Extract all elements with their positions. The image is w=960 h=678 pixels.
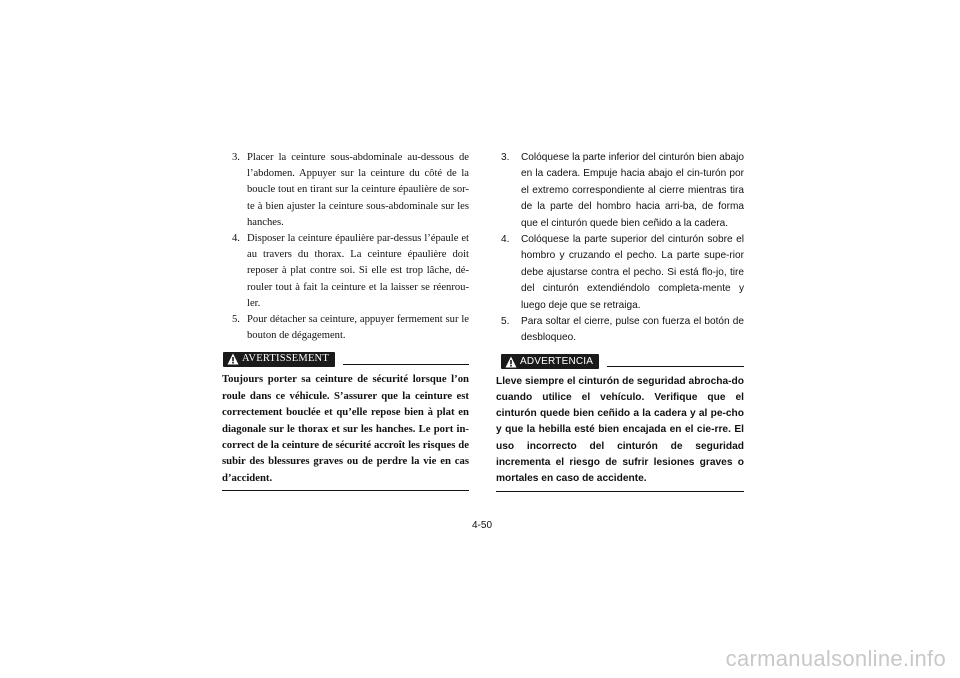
item-text: Colóquese la parte inferior del cinturón bien abajo en la cadera. Empuje hacia abajo el cin-turón por el extremo correspondiente al cierre mientras tira de la parte del hombro hacia arri-ba, de forma que el cinturón quede bien ceñido a la cadera. xyxy=(521,152,744,229)
watermark: carmanualsonline.info xyxy=(725,646,946,671)
item-number: 3. xyxy=(232,152,240,163)
warning-header xyxy=(222,350,469,368)
item-text: Colóquese la parte superior del cinturón sobre el hombro y cruzando el pecho. La parte supe-rior debe ajustarse contra el pecho. Si está flo-jo, tire del cinturón extendiéndolo completa-mente y luego deje que se retraiga. xyxy=(521,234,744,311)
list-item xyxy=(222,231,469,312)
list-item xyxy=(222,312,469,344)
item-text: Placer la ceinture sous-abdominale au-dessous de l’abdomen. Appuyer sur la ceinture du côté de la boucle tout en tirant sur la ceinture épaulière de sor-te à bien ajuster la ceinture sous-abdominale sur les hanches. xyxy=(247,152,469,228)
item-text: Disposer la ceinture épaulière par-dessus l’épaule et au travers du thorax. La ceinture épaulière doit reposer à plat contre soi. Si elle est trop lâche, dé-rouler tout à fait la ceinture et la laisser se réenrou-ler. xyxy=(247,233,469,309)
page-number: 4-50 xyxy=(472,520,493,531)
warning-end-rule xyxy=(222,490,469,491)
warning-triangle-icon xyxy=(505,356,517,368)
warning-end-rule xyxy=(496,491,744,492)
item-number: 3. xyxy=(501,152,510,163)
item-number: 5. xyxy=(501,316,510,328)
list-item xyxy=(496,150,744,232)
warning-text: Toujours porter sa ceinture de sécurité lorsque l’on roule dans ce véhicule. S’assurer que la ceinture est correctement bouclée et qu’elle repose bien à plat en diagonale sur le thorax et sur les hanches. Le port in-correct de la ceinture de sécurité accroît les risques de subir des blessures graves ou de perdre la vie en cas d’accident. xyxy=(222,373,469,484)
item-text: Pour détacher sa ceinture, appuyer fermement sur le bouton de dégagement. xyxy=(247,314,469,342)
warning-triangle-icon xyxy=(227,353,239,365)
warning-badge xyxy=(501,354,599,369)
item-number: 4. xyxy=(501,234,510,246)
item-number: 5. xyxy=(232,314,240,326)
item-text: Para soltar el cierre, pulse con fuerza el botón de desbloqueo. xyxy=(521,316,744,344)
warning-label: ADVERTENCIA xyxy=(520,355,594,367)
list-item xyxy=(496,232,744,314)
spanish-column xyxy=(496,150,744,492)
list-item xyxy=(222,150,469,231)
warning-header xyxy=(496,353,744,371)
warning-rule xyxy=(343,364,469,365)
item-number: 4. xyxy=(232,233,240,245)
french-column xyxy=(222,150,469,491)
list-item xyxy=(496,314,744,347)
warning-badge xyxy=(223,352,335,367)
warning-label: AVERTISSEMENT xyxy=(242,353,329,365)
warning-text: Lleve siempre el cinturón de seguridad abrocha-do cuando utilice el vehículo. Verifique que el cinturón quede bien ceñido a la cadera y al pe-cho y que la hebilla esté bien encajada en el cie-rre. El uso incorrecto del cinturón de seguridad incrementa el riesgo de sufrir lesiones graves o mortales en caso de accidente. xyxy=(496,375,744,485)
warning-rule xyxy=(607,366,744,367)
